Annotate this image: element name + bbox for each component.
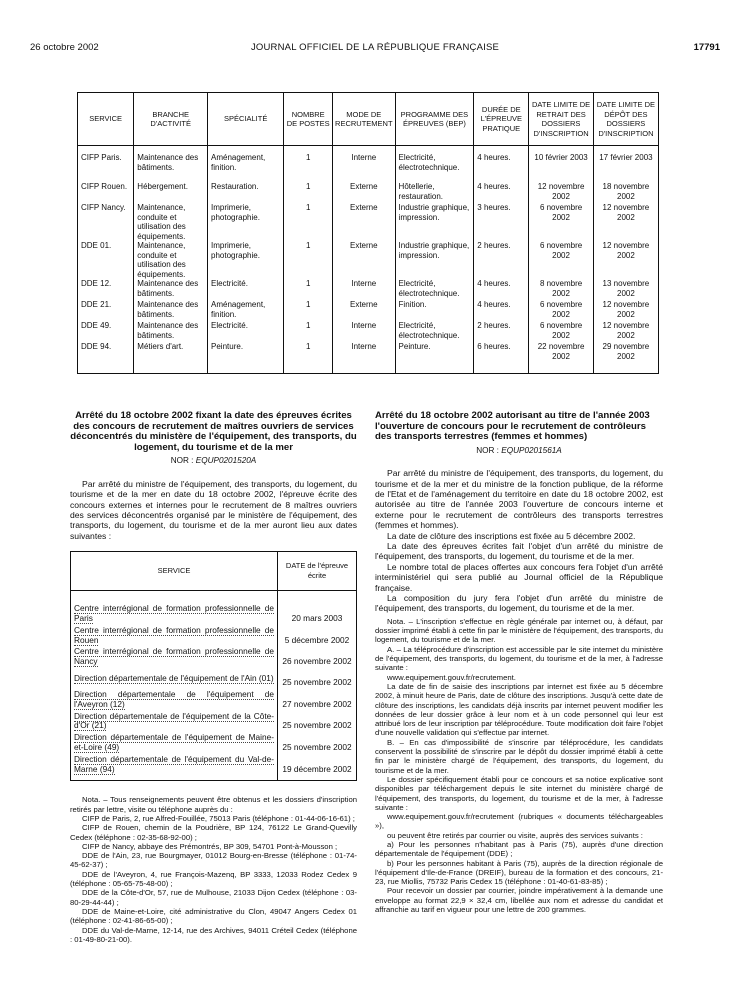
paragraph: Nota. – L'inscription s'effectue en règle générale par internet ou, à défaut, par dossier imprimé établi à cette fin par le ministère de l'équipement, des transports, du logement, du tourisme et de la mer. — [375, 616, 663, 645]
table-cell: 1 — [284, 146, 333, 183]
paragraph: B. – En cas d'impossibilité de s'inscrire par téléprocédure, les candidats conservent la possibilité de s'inscrire par le dépôt du dossier imprimé établi à cette fin par le ministère chargé de l'équipement, des transports, du logement, du tourisme et de la mer. — [375, 737, 663, 775]
table-cell: Interne — [333, 146, 396, 183]
table-cell: Aménagement, finition. — [208, 300, 284, 321]
right-article-title: Arrêté du 18 octobre 2002 autorisant au titre de l'année 2003 l'ouverture de concours pour le recrutement de contrôleurs des transports terrestres (femmes et hommes) — [375, 410, 650, 443]
table-cell: Externe — [333, 241, 396, 279]
service-name: Direction départementale de l'équipement de l'Aveyron (12) — [71, 689, 278, 711]
table-cell: Electricité. — [208, 321, 284, 342]
table-cell: Finition. — [395, 300, 474, 321]
table-cell: Externe — [333, 203, 396, 241]
table-row — [78, 342, 659, 374]
table-cell: 1 — [284, 241, 333, 279]
table-cell: 13 novembre 2002 — [593, 279, 658, 300]
header-date: 26 octobre 2002 — [30, 42, 99, 53]
table-cell: 6 novembre 2002 — [529, 300, 594, 321]
column-header: BRANCHE D'ACTIVITÉ — [134, 93, 208, 146]
table-cell: Maintenance des bâtiments. — [134, 146, 208, 183]
service-name: Direction départementale de l'équipement de l'Ain (01) — [71, 668, 278, 689]
table-cell: 2 heures. — [474, 321, 529, 342]
table-cell: DDE 12. — [78, 279, 134, 300]
table-cell: 18 novembre 2002 — [593, 182, 658, 203]
table-row — [78, 203, 659, 241]
table-cell: 17 février 2003 — [593, 146, 658, 183]
exam-date: 25 novembre 2002 — [278, 711, 357, 733]
table-cell: 2 heures. — [474, 241, 529, 279]
exam-date: 20 mars 2003 — [278, 591, 357, 625]
page-header — [30, 42, 720, 56]
table-cell: 1 — [284, 342, 333, 374]
table-cell: Electricité. — [208, 279, 284, 300]
table-cell: 12 novembre 2002 — [529, 182, 594, 203]
table-cell: CIFP Paris. — [78, 146, 134, 183]
paragraph: DDE de l'Aveyron, 4, rue François-Mazenq, BP 3333, 12033 Rodez Cedex 9 (téléphone : 05-65-75-48-00) ; — [70, 869, 357, 889]
table-cell: DDE 01. — [78, 241, 134, 279]
right-article — [375, 411, 663, 914]
table-cell: 3 heures. — [474, 203, 529, 241]
table-cell: 10 février 2003 — [529, 146, 594, 183]
recruitment-table — [77, 92, 659, 374]
table-cell: Hôtellerie, restauration. — [395, 182, 474, 203]
table-row — [71, 668, 357, 689]
table-cell: 4 heures. — [474, 279, 529, 300]
column-header: MODE DE RECRUTEMENT — [333, 93, 396, 146]
paragraph: www.equipement.gouv.fr/recrutement (rubriques « documents téléchargeables »), — [375, 812, 663, 831]
paragraph: A. – La téléprocédure d'inscription est accessible par le site internet du ministère de l'équipement, des transports, du logement, du tourisme et de la mer, à l'adresse suivante : — [375, 644, 663, 673]
table-cell: 4 heures. — [474, 146, 529, 183]
paragraph: La date de clôture des inscriptions est fixée au 5 décembre 2002. — [387, 530, 636, 541]
paragraph: La date des épreuves écrites fait l'objet d'un arrêté du ministre de l'équipement, des transports, du logement, du tourisme et de la mer. — [375, 541, 663, 562]
exam-date: 27 novembre 2002 — [278, 689, 357, 711]
table-cell: 22 novembre 2002 — [529, 342, 594, 374]
paragraph: DDE de Maine-et-Loire, cité administrative du Clon, 49047 Angers Cedex 01 (téléphone : 02-41-86-65-00) ; — [70, 906, 357, 926]
paragraph: La composition du jury fera l'objet d'un arrêté du ministre de l'équipement, des transports, du logement, du tourisme et de la mer. — [375, 593, 663, 614]
table-cell: Industrie graphique, impression. — [395, 203, 474, 241]
right-note — [375, 617, 663, 915]
table-cell: 6 heures. — [474, 342, 529, 374]
table-row — [78, 146, 659, 183]
table-cell: 6 novembre 2002 — [529, 321, 594, 342]
table-cell: CIFP Rouen. — [78, 182, 134, 203]
paragraph: CIFP de Rouen, chemin de la Poudrière, BP 124, 76122 Le Grand-Quevilly Cedex (téléphone : 02-35-68-92-00) ; — [70, 823, 357, 842]
left-article-title: Arrêté du 18 octobre 2002 fixant la date des épreuves écrites des concours de recrutement de maîtres ouvriers de services déconcentrés du ministère de l'équipement, des transports, du logement, du tourisme et de la mer — [70, 410, 357, 453]
table-cell: Externe — [333, 182, 396, 203]
table-cell: Maintenance des bâtiments. — [134, 300, 208, 321]
svc-header-service: SERVICE — [71, 552, 278, 591]
paragraph: a) Pour les personnes n'habitant pas à Paris (75), auprès d'une direction départementale de l'équipement (DDE) ; — [375, 840, 663, 859]
table-cell: CIFP Nancy. — [78, 203, 134, 241]
left-note — [70, 795, 357, 944]
table-row — [78, 279, 659, 300]
paragraph: Par arrêté du ministre de l'équipement, des transports, du logement, du tourisme et de la mer et du ministre de la fonction publique, de la réforme de l'Etat et de l'aménagement du territoire en date du 18 octobre 2002, est autorisée au titre de l'année 2003 l'ouverture de concours interne et externe pour le recrutement de contrôleurs des transports terrestres (femmes et hommes). — [375, 468, 663, 531]
exam-date: 19 décembre 2002 — [278, 754, 357, 781]
right-paragraphs — [375, 468, 663, 614]
table-row — [78, 321, 659, 342]
table-cell: 6 novembre 2002 — [529, 203, 594, 241]
paragraph: CIFP de Paris, 2, rue Alfred-Fouillée, 75013 Paris (téléphone : 01-44-06-16-61) ; — [82, 813, 355, 823]
table-cell: DDE 21. — [78, 300, 134, 321]
column-header: PROGRAMME DES ÉPREUVES (BEP) — [395, 93, 474, 146]
paragraph: Le nombre total de places offertes aux concours fera l'objet d'un arrêté interministériel qui sera publié au Journal officiel de la République française. — [375, 561, 663, 593]
paragraph: ou peuvent être retirés par courrier ou visite, auprès des services suivants : — [387, 830, 643, 840]
table-row — [71, 732, 357, 754]
table-cell: Métiers d'art. — [134, 342, 208, 374]
table-cell: DDE 94. — [78, 342, 134, 374]
table-row — [78, 182, 659, 203]
exam-date: 5 décembre 2002 — [278, 625, 357, 647]
table-cell: 12 novembre 2002 — [593, 203, 658, 241]
table-row — [71, 754, 357, 781]
table-cell: DDE 49. — [78, 321, 134, 342]
table-cell: Restauration. — [208, 182, 284, 203]
table-cell: Electricité, électrotechnique. — [395, 279, 474, 300]
table-cell: 4 heures. — [474, 300, 529, 321]
service-name: Direction départementale de l'équipement du Val-de-Marne (94) — [71, 754, 278, 781]
table-cell: 29 novembre 2002 — [593, 342, 658, 374]
column-header: NOMBRE DE POSTES — [284, 93, 333, 146]
table-cell: Hébergement. — [134, 182, 208, 203]
table-cell: 1 — [284, 182, 333, 203]
column-header: SERVICE — [78, 93, 134, 146]
table-cell: Electricité, électrotechnique. — [395, 146, 474, 183]
table-cell: Maintenance des bâtiments. — [134, 279, 208, 300]
paragraph: DDE de l'Ain, 23, rue Bourgmayer, 01012 Bourg-en-Bresse (téléphone : 01-74-45-62-37) ; — [70, 851, 357, 870]
table-cell: Interne — [333, 321, 396, 342]
exam-date: 25 novembre 2002 — [278, 668, 357, 689]
table-cell: Externe — [333, 300, 396, 321]
exam-date: 26 novembre 2002 — [278, 646, 357, 668]
paragraph: Pour recevoir un dossier par courrier, joindre impérativement à la demande une enveloppe au format 22,9 × 32,4 cm, libellée aux nom et adresse du candidat et affranchie au tarif en vigueur pour une lettre de 200 grammes. — [375, 886, 663, 915]
svc-header-date: DATE de l'épreuve écrite — [278, 552, 357, 591]
table-cell: Imprimerie, photographie. — [208, 241, 284, 279]
table-row — [78, 300, 659, 321]
table-row — [78, 241, 659, 279]
table-cell: Peinture. — [208, 342, 284, 374]
left-paragraph: Par arrêté du ministre de l'équipement, des transports, du logement, du tourisme et de la mer en date du 18 octobre 2002, l'épreuve écrite des concours externes et internes pour le recrutement de 8 maîtres ouvriers des services déconcentrés organisé par le ministère de l'équipement, des transports, du logement, du tourisme et de la mer auront lieu aux dates suivantes : — [70, 478, 357, 541]
table-cell: 4 heures. — [474, 182, 529, 203]
journal-title: JOURNAL OFFICIEL DE LA RÉPUBLIQUE FRANÇAISE — [250, 42, 500, 53]
table-cell: 6 novembre 2002 — [529, 241, 594, 279]
table-row — [71, 625, 357, 647]
table-cell: Aménagement, finition. — [208, 146, 284, 183]
right-nor: NOR : EQUP0201561A — [476, 445, 562, 455]
paragraph: b) Pour les personnes habitant à Paris (75), auprès de la direction régionale de l'équipement d'Ile-de-France (DREIF), bureau de la formation et des concours, 21-23, rue Miollis, 75732 Paris Cedex 15 (téléphone : 01-40-61-83-85) ; — [375, 858, 663, 887]
service-name: Centre interrégional de formation professionnelle de Nancy — [71, 646, 278, 668]
service-name: Direction départementale de l'équipement de la Côte-d'Or (21) — [71, 711, 278, 733]
column-header: SPÉCIALITÉ — [208, 93, 284, 146]
paragraph: DDE de la Côte-d'Or, 57, rue de Mulhouse, 21033 Dijon Cedex (téléphone : 03-80-29-44-44) ; — [70, 888, 357, 907]
table-cell: 12 novembre 2002 — [593, 321, 658, 342]
exam-dates-table — [70, 551, 357, 781]
paragraph: Nota. – Tous renseignements peuvent être obtenus et les dossiers d'inscription retirés par lettre, visite ou téléphone auprès du : — [70, 795, 357, 814]
table-row — [71, 591, 357, 625]
table-row — [71, 646, 357, 668]
column-header: DURÉE DE L'ÉPREUVE PRATIQUE — [474, 93, 529, 146]
service-name: Centre interrégional de formation professionnelle de Rouen — [71, 625, 278, 647]
table-cell: Maintenance, conduite et utilisation des équipements. — [134, 203, 208, 241]
table-cell: 12 novembre 2002 — [593, 300, 658, 321]
left-nor: NOR : EQUP0201520A — [170, 456, 257, 466]
table-cell: 1 — [284, 203, 333, 241]
paragraph: CIFP de Nancy, abbaye des Prémontrés, BP 309, 54701 Pont-à-Mousson ; — [82, 841, 338, 851]
table-cell: Imprimerie, photographie. — [208, 203, 284, 241]
table-cell: Interne — [333, 342, 396, 374]
exam-date: 25 novembre 2002 — [278, 732, 357, 754]
table-cell: Maintenance, conduite et utilisation des équipements. — [134, 241, 208, 279]
page-number: 17791 — [693, 42, 720, 53]
table-cell: 1 — [284, 300, 333, 321]
table-row — [71, 711, 357, 733]
column-header: DATE LIMITE DE RETRAIT DES DOSSIERS D'INSCRIPTION — [529, 93, 594, 146]
column-header: DATE LIMITE DE DÉPÔT DES DOSSIERS D'INSCRIPTION — [593, 93, 658, 146]
table-cell: Electricité, électrotechnique. — [395, 321, 474, 342]
left-article — [70, 411, 357, 944]
paragraph: DDE du Val-de-Marne, 12-14, rue des Archives, 94011 Créteil Cedex (téléphone : 01-49-80-21-00). — [70, 925, 357, 944]
service-name: Direction départementale de l'équipement de Maine-et-Loire (49) — [71, 732, 278, 754]
service-name: Centre interrégional de formation professionnelle de Paris — [71, 591, 278, 625]
table-cell: 8 novembre 2002 — [529, 279, 594, 300]
paragraph: La date de fin de saisie des inscriptions par internet est fixée au 5 décembre 2002, à minuit heure de Paris, date de clôture des inscriptions. Jusqu'à cette date de clôture des inscriptions, les candidats déjà inscrits par internet peuvent modifier les données de leur dossier grâce à leur nom et à un code personnel qui leur est attribué lors de leur inscription par téléprocédure. Toute modification doit faire l'objet d'une nouvelle validation qui s'effectue par internet. — [375, 681, 663, 738]
table-cell: 1 — [284, 279, 333, 300]
table-row — [71, 689, 357, 711]
table-cell: 12 novembre 2002 — [593, 241, 658, 279]
table-cell: 1 — [284, 321, 333, 342]
table-cell: Maintenance des bâtiments. — [134, 321, 208, 342]
paragraph: Le dossier spécifiquement établi pour ce concours et sa notice explicative sont disponibles par téléchargement depuis le site internet du ministère chargé de l'équipement, des transports, du logement, du tourisme et de la mer, à l'adresse suivante : — [375, 774, 663, 812]
table-cell: Peinture. — [395, 342, 474, 374]
table-cell: Interne — [333, 279, 396, 300]
table-cell: Industrie graphique, impression. — [395, 241, 474, 279]
paragraph: www.equipement.gouv.fr/recrutement. — [387, 672, 516, 682]
